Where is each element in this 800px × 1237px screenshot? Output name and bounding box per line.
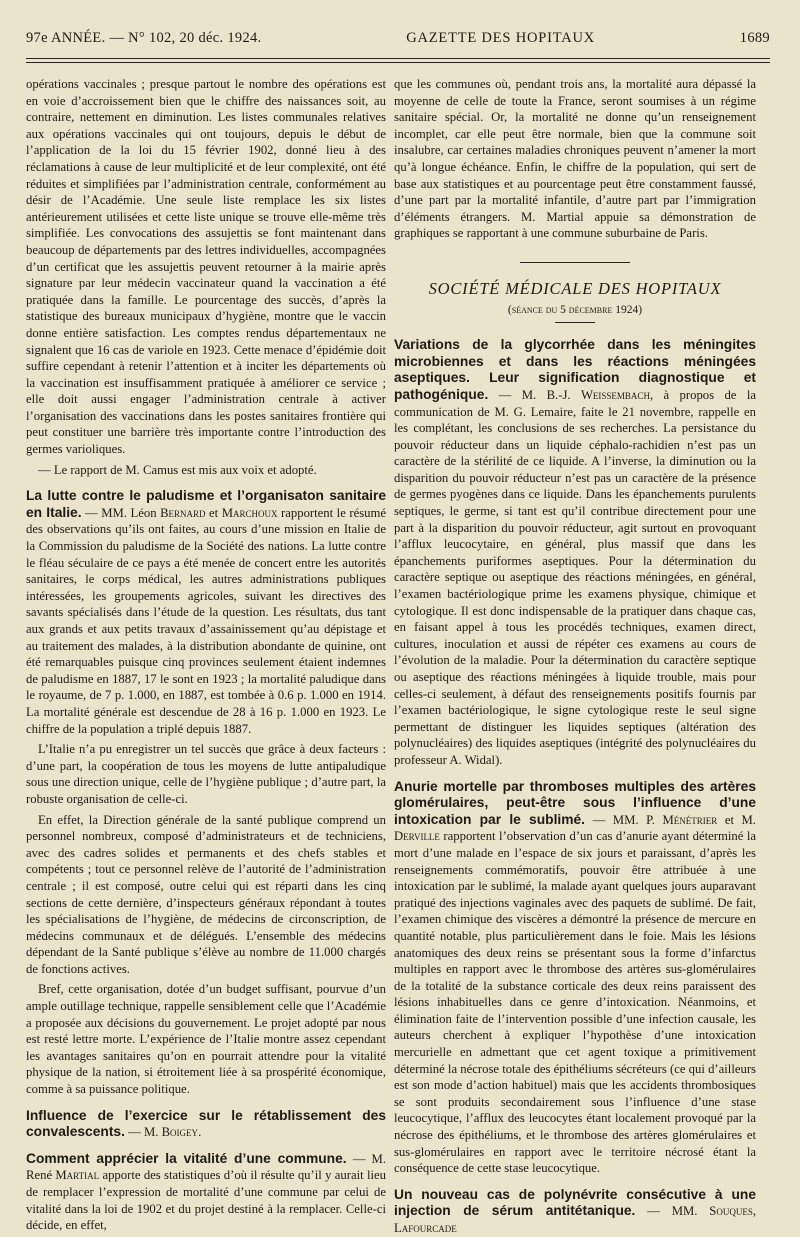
paragraph: L’Italie n’a pu enregistrer un tel succès que grâce à deux facteurs : d’une part, la coopération de tous les moyens de lutte antipaludique sous une direction unique, celle de l’hygiène publique ; d’autre part, la robuste organisation de celle-ci. bbox=[26, 742, 386, 806]
author-name: Marchoux bbox=[221, 505, 278, 520]
journal-title: GAZETTE DES HOPITAUX bbox=[406, 30, 596, 46]
article-title: Comment apprécier la vitalité d’une commune. bbox=[26, 1150, 347, 1166]
author-name: Derville bbox=[394, 829, 440, 844]
paragraph: En effet, la Direction générale de la santé publique comprend un personnel nombreux, composé d’administrateurs et de techniciens, avec des cadres solides et permanents et des chefs stables et compétents ; tout ce personnel relève de l’autorité de l’administration centrale ; il est composé, outre celui qui est réparti dans les cinq sections de cette dernière, d’inspecteurs généraux répondant à toutes les spécialisations de l’hygiène, de médecins de circonscription, de médecins communaux et de délégués. L’ensemble des médecins dépendant de la Santé publique s’élève au nombre de 11.000 chargés de fonctions actives. bbox=[26, 812, 386, 976]
article-malaria-italy: La lutte contre le paludisme et l’organisaton sanitaire en Italie. — MM. Léon Bernard et Marchoux rapportent le résumé des observations qu’ils ont faites, au cours d’une mission en Italie de la Commission du paludisme de la Société des nations. La lutte contre le fléau séculaire de ce pays a été menée de concert entre les autorités sanitaires, le corps médical, les autres administrations publiques intéressées, les groupements agricoles, suivant les directives des savants spécialisés dans l’étude de la question. Les résultats, dus tant aux grands et aux petits travaux d’assainissement qu’au dépistage et au traitement des malades, à la distribution abondante de quinine, ont été remarquables puisque cinq provinces seulement étaient indemnes de paludisme en 1887, 17 le sont en 1923 ; la mortalité paludique dans le royaume, de 7 p. 1.000, en 1887, est tombée à 0.6 p. 1.000 en 1914. La mortalité générale est descendue de 28 à 16 p. 1.000 en 1923. Le chiffre de la population a triplé depuis 1887. bbox=[26, 488, 386, 736]
article-title: Influence de l’exercice sur le rétablissement des convalescents. bbox=[26, 1107, 386, 1140]
section-title: SOCIÉTÉ MÉDICALE DES HOPITAUX bbox=[428, 278, 722, 298]
article-polyneuritis: Un nouveau cas de polynévrite consécutive à une injection de sérum antitétanique. — MM. Souques, Lafourcade bbox=[394, 1186, 756, 1235]
article-title: Anurie mortelle par thromboses multiples des artères glomérulaires, peut-être sous l’influence d’une intoxication par le sublimé. bbox=[394, 778, 756, 827]
header-rule-top bbox=[26, 58, 770, 59]
page-header bbox=[26, 30, 770, 52]
article-anuria: Anurie mortelle par thromboses multiples des artères glomérulaires, peut-être sous l’influence d’une intoxication par le sublimé. — MM. P. Ménétrier et M. Derville rapportent l’observation d’un cas d’anurie ayant déterminé la mort d’une malade en l’espace de six jours et paraissant, d’après les renseignements commémoratifs, pouvoir être attribuée à une intoxication par le sublimé, la malade ayant quelques jours auparavant pratiqué des injections vaginales avec des paquets de sublimé. De fait, l’examen chimique des viscères a démontré la présence de mercure en quantité notable, plus particulièrement dans le foie. Mais les lésions anatomiques des deux reins se présentant sous la forme d’infarctus multiples en rapport avec le thrombose des artères sus-glomérulaires de la totalité de la substance corticale des deux reins paraissent des lésions inhabituelles dans ce genre d’intoxication. Néanmoins, et élimination faite de l’intervention possible d’une infection causale, les auteurs cherchent à expliquer l’hypothèse d’une intoxication mercurielle en admettant que cet agent toxique a primitivement déterminé la nécrose totale des épithéliums sécréteurs (ce qui d’ailleurs est son mode d’action habituel) mais que les accidents thrombosiques se sont produits secondairement sous l’influence d’une stase leucocytique, l’afflux des leucocytes étant localement provoqué par la nécrose des épithéliums, et le thrombose des artères glomérulaires et sus-glomérulaires en rapport avec le territoire nécrosé étant la conséquence de cette stase leucocytique. bbox=[394, 778, 756, 1176]
header-rule-bottom bbox=[26, 62, 770, 63]
author-name: Martial bbox=[55, 1168, 100, 1183]
right-column bbox=[394, 76, 756, 1235]
paragraph: que les communes où, pendant trois ans, la mortalité aura dépassé la moyenne de celle de toute la France, seront soumises à un régime sanitaire spécial. Or, la mortalité ne donne qu’un renseignement incomplet, car elle peut être normale, bien que la commune soit insalubre, car certaines maladies chroniques peuvent n’amener la mort qu’à longue échéance. Enfin, le chiffre de la population, qui sert de base aux statistiques et au pourcentage peut être constamment faussé, d’une part par la mortalité infantile, d’autre part par l’immigration d’éléments étrangers. M. Martial appuie sa démonstration de graphiques se rapportant à une commune suburbaine de Paris. bbox=[394, 77, 756, 241]
author-name: Souques bbox=[709, 1204, 753, 1219]
article-exercise-convalescents: Influence de l’exercice sur le rétablissement des convalescents. — M. Boigey. bbox=[26, 1107, 386, 1140]
article-title: Un nouveau cas de polynévrite consécutive à une injection de sérum antitétanique. bbox=[394, 1186, 756, 1219]
page-number: 1689 bbox=[739, 30, 770, 46]
article-title: Variations de la glycorrhée dans les méningites microbiennes et dans les réactions méningées aseptiques. Leur signification diagnostique et pathogénique. bbox=[394, 337, 756, 402]
author-name: Bernard bbox=[160, 505, 206, 520]
section-subtitle: (séance du 5 décembre 1924) bbox=[507, 303, 643, 316]
paragraph: Bref, cette organisation, dotée d’un budget suffisant, pourvue d’un ample outillage technique, rappelle sensiblement celle que l’Académie a proposée aux décisions du gouvernement. Le projet adopté par nous est resté lettre morte. L’expérience de l’Italie montre assez cependant les avantages sanitaires qu’on en pourrait attendre pour la vitalité physique de la nation, si étroitement liée à sa prospérité économique, comme à sa puissance politique. bbox=[26, 982, 386, 1097]
paragraph: opérations vaccinales ; presque partout le nombre des opérations est en voie d’accroissement bien que le chiffre des naissances soit, au contraire, nettement en diminution. Les listes communales relatives aux opérations vaccinales qui ont toujours, depuis le début de l’application de la loi du 15 février 1902, donné lieu à des réclamations à cause de leur multiplicité et de leur complexité, ont été réduites et simplifiées par l’administration centrale, conformément au désir de l’Académie. Une seule liste remplace les six listes antérieurement utilisées et cette liste unique se trouve elle-même très simplifiée. Les convocations des assujettis se font maintenant dans beaucoup de départements par des lettres individuelles, accompagnées d’un certificat que les assujettis peuvent retourner à la mairie après signature par leur médecin vaccinateur quand la vaccination a été pratiquée dans la famille. Le pourcentage des succès, d’après la statistique des bureaux municipaux d’hygiène, montre que le vaccin donne entière satisfaction. Les comptes rendus départementaux ne signalent que 16 cas de variole en 1923. Cette menace d’épidémie doit suffire cependant à retenir l’attention et à inciter les départements où la vaccination est insuffisamment pratiquée à améliorer ce service ; elle doit aussi engager l’administration centrale à activer l’organisation des vaccinations dans les postes sanitaires frontière qui peut constituer une barrière très importante contre l’introduction des germes varioliques. bbox=[26, 77, 386, 457]
section-rule-short bbox=[555, 322, 595, 323]
author-name: Boigey bbox=[161, 1125, 199, 1140]
article-glycorrhea: Variations de la glycorrhée dans les méningites microbiennes et dans les réactions méningées aseptiques. Leur signification diagnostique et pathogénique. — M. B.-J. Weissembach, à propos de la communication de M. G. Lemaire, faite le 21 novembre, rappelle en les complétant, les conclusions de ses recherches. La persistance du pouvoir réducteur dans un liquide céphalo-rachidien n’est pas un caractère de la stérilité de ce liquide. A l’inverse, la diminution ou la disparition du pouvoir réducteur n’est pas un caractère de la présence de germes pyogènes dans ce liquide. Dans les épanchements purulents septiques, le germe, si tant est qu’il contribue directement pour une part à la disparition du pouvoir réducteur, agit surtout en provoquant l’afflux leucocytaire, en général, plus massif que dans les épanchements puriformes aseptiques. Pour la détermination du caractère septique ou aseptique des réactions méningées, en général, l’examen bactériologique prime les examens physique, chimique et cytologique. Il est donc indispensable de la pratiquer dans chaque cas, en faisant appel à tous les procédés techniques, examen direct, cultures, inoculation et aussi de répéter ces examens au cours de l’évolution de la maladie. Pour la détermination du caractère septique ou aseptique des réactions méningées à liquide trouble, mais pour celles-ci seulement, à défaut des renseignements positifs fournis par l’examen bactériologique, le signe cytologique reste le seul signe permettant de distinguer les liquides septiques (altération des polynucléaires) des liquides aseptiques (intégrité des polynucléaires du professeur A. Widal). bbox=[394, 337, 756, 767]
article-commune-vitality: Comment apprécier la vitalité d’une commune. — M. René Martial apporte des statistiques d’où il résulte qu’il y aurait lieu de remplacer l’expression de mortalité d’une commune par celui de vitalité dans la loi de 1902 et du projet destiné à la remplacer. Celle-ci décide, en effet, bbox=[26, 1150, 386, 1233]
author-name: Weissembach bbox=[580, 387, 650, 402]
author-name: Ménétrier bbox=[662, 812, 718, 827]
section-rule bbox=[520, 262, 630, 263]
issue-info: 97e ANNÉE. — N° 102, 20 déc. 1924. bbox=[26, 30, 262, 46]
left-column bbox=[26, 76, 386, 1233]
article-title: La lutte contre le paludisme et l’organisaton sanitaire en Italie. bbox=[26, 488, 386, 520]
paragraph: — Le rapport de M. Camus est mis aux voix et adopté. bbox=[38, 462, 317, 477]
author-name: Lafourcade bbox=[394, 1221, 457, 1235]
